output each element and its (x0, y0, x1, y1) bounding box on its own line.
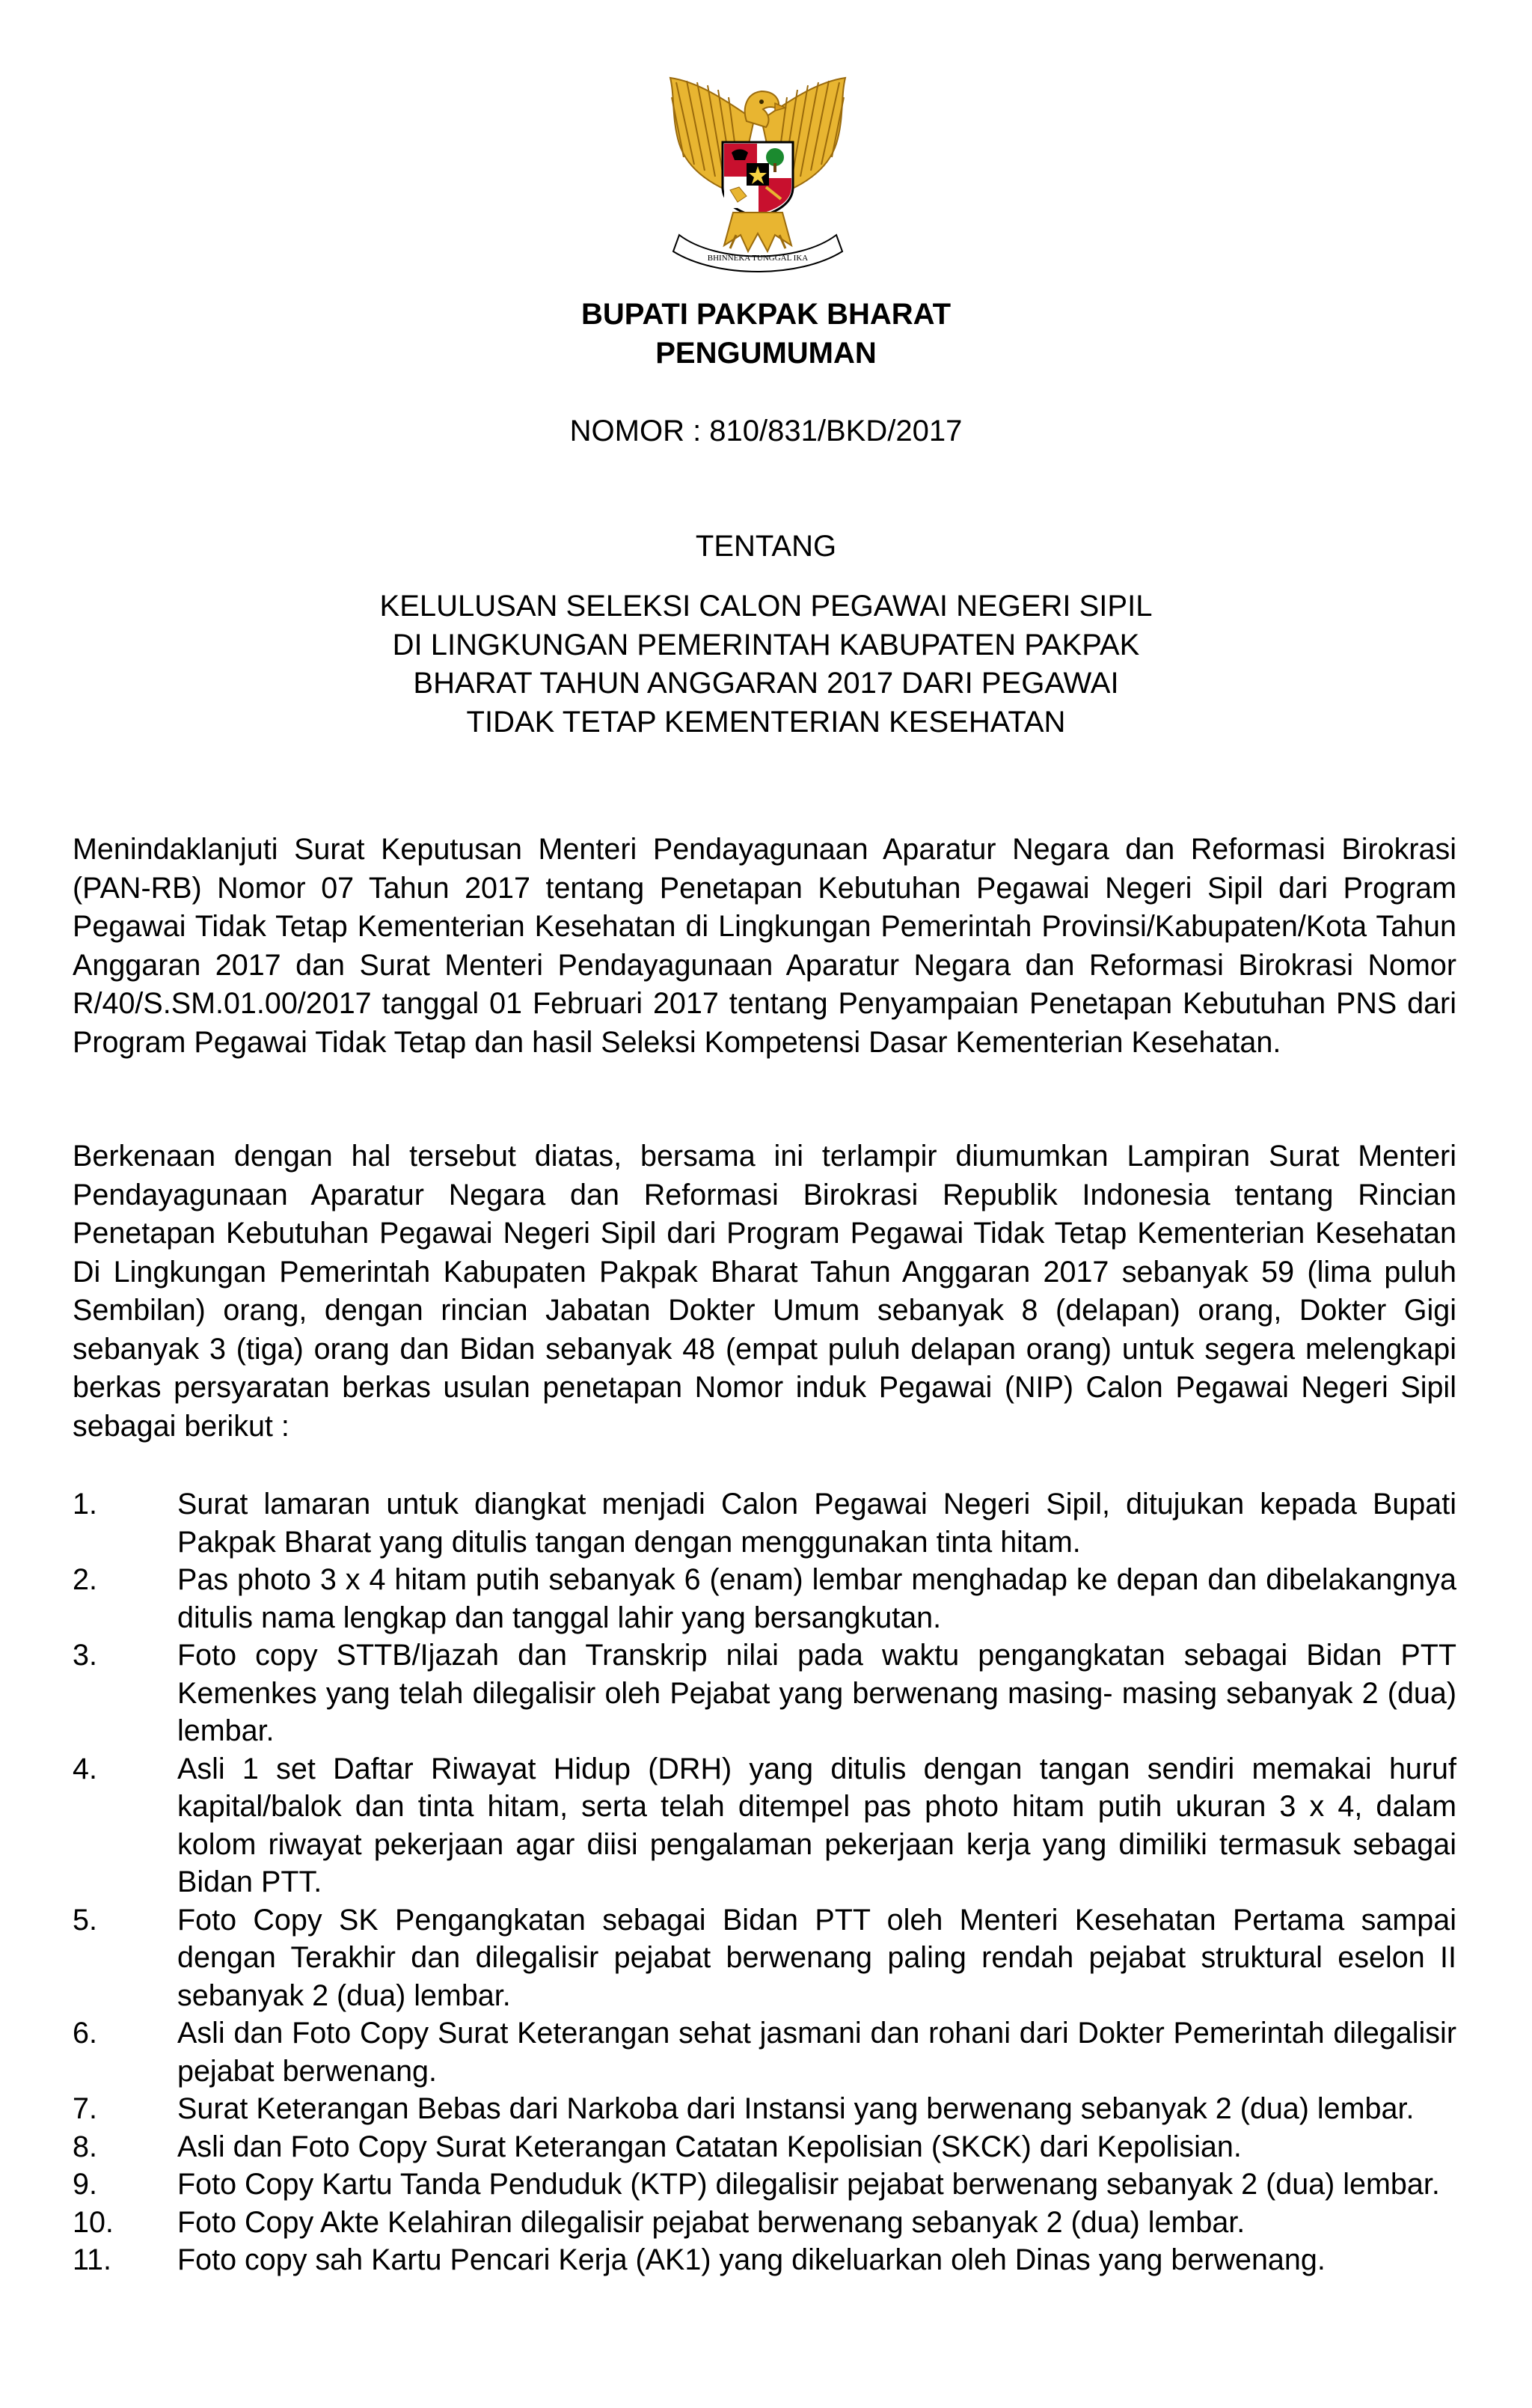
list-item (73, 1561, 1456, 1637)
list-text: Foto copy sah Kartu Pencari Kerja (AK1) yang dikeluarkan oleh Dinas yang berwenang. (177, 2243, 1326, 2276)
list-item (73, 2204, 1456, 2242)
list-number: 4. (73, 1752, 97, 1785)
subject-line: DI LINGKUNGAN PEMERINTAH KABUPATEN PAKPAK (392, 628, 1140, 661)
list-number: 3. (73, 1639, 97, 1672)
list-number: 11. (73, 2243, 111, 2276)
list-number: 9. (73, 2168, 97, 2201)
list-item (73, 1901, 1456, 2015)
list-text: Foto Copy SK Pengangkatan sebagai Bidan PTT oleh Menteri Kesehatan Pertama sampai dengan Terakhir dan dilegalisir pejabat berwenang paling rendah pejabat struktural eselon II sebanyak 2 (dua) lembar. (177, 1903, 1456, 2012)
list-text: Foto Copy Akte Kelahiran dilegalisir pejabat berwenang sebanyak 2 (dua) lembar. (177, 2205, 1245, 2239)
list-number: 6. (73, 2017, 97, 2050)
list-item (73, 2090, 1456, 2128)
list-item (73, 2166, 1456, 2204)
eagle-tail (724, 213, 791, 251)
list-item (73, 2014, 1456, 2090)
list-number: 1. (73, 1488, 97, 1521)
issuer-title: BUPATI PAKPAK BHARAT (580, 298, 952, 331)
list-item (73, 1637, 1456, 1750)
subject-line: KELULUSAN SELEKSI CALON PEGAWAI NEGERI SIPIL (379, 590, 1153, 623)
document-type: PENGUMUMAN (655, 337, 877, 370)
subject-line: BHARAT TAHUN ANGGARAN 2017 DARI PEGAWAI (413, 667, 1119, 700)
list-item (73, 2128, 1456, 2166)
list-item (73, 2241, 1456, 2279)
shield (723, 142, 793, 217)
list-text: Foto Copy Kartu Tanda Penduduk (KTP) dilegalisir pejabat berwenang sebanyak 2 (dua) lembar. (177, 2168, 1440, 2201)
about-heading: TENTANG (695, 530, 837, 563)
list-text: Foto copy STTB/Ijazah dan Transkrip nilai pada waktu pengangkatan sebagai Bidan PTT Kemenkes yang telah dilegalisir oleh Pejabat yang berwenang masing- masing sebanyak 2 (dua) lembar. (177, 1639, 1456, 1747)
subject-line: TIDAK TETAP KEMENTERIAN KESEHATAN (466, 705, 1066, 739)
intro-paragraph: Menindaklanjuti Surat Keputusan Menteri Pendayagunaan Aparatur Negara dan Reformasi Birokrasi (PAN-RB) Nomor 07 Tahun 2017 tentang Penetapan Kebutuhan Pegawai Negeri Sipil dari Program Pegawai Tidak Tetap Kementerian Kesehatan di Lingkungan Pemerintah Provinsi/Kabupaten/Kota Tahun Anggaran 2017 dan Surat Menteri Pendayagunaan Aparatur Negara dan Reformasi Birokrasi Nomor R/40/S.SM.01.00/2017 tanggal 01 Februari 2017 tentang Penyampaian Penetapan Kebutuhan PNS dari Program Pegawai Tidak Tetap dan hasil Seleksi Kompetensi Dasar Kementerian Kesehatan. (73, 833, 1456, 1059)
list-text: Asli dan Foto Copy Surat Keterangan sehat jasmani dan rohani dari Dokter Pemerintah dilegalisir pejabat berwenang. (177, 2017, 1456, 2088)
list-text: Pas photo 3 x 4 hitam putih sebanyak 6 (enam) lembar menghadap ke depan dan dibelakangnya ditulis nama lengkap dan tanggal lahir yang bersangkutan. (177, 1563, 1456, 1634)
list-number: 5. (73, 1903, 97, 1937)
list-text: Surat lamaran untuk diangkat menjadi Calon Pegawai Negeri Sipil, ditujukan kepada Bupati Pakpak Bharat yang ditulis tangan dengan menggunakan tinta hitam. (177, 1488, 1456, 1559)
announcement-paragraph: Berkenaan dengan hal tersebut diatas, bersama ini terlampir diumumkan Lampiran Surat Menteri Pendayagunaan Aparatur Negara dan Reformasi Birokrasi Republik Indonesia tentang Rincian Penetapan Kebutuhan Pegawai Negeri Sipil dari Program Pegawai Tidak Tetap Kementerian Kesehatan Di Lingkungan Pemerintah Kabupaten Pakpak Bharat Tahun Anggaran 2017 sebanyak 59 (lima puluh Sembilan) orang, dengan rincian Jabatan Dokter Umum sebanyak 8 (delapan) orang, Dokter Gigi sebanyak 3 (tiga) orang dan Bidan sebanyak 48 (empat puluh delapan orang) untuk segera melengkapi berkas persyaratan berkas usulan penetapan Nomor induk Pegawai (NIP) Calon Pegawai Negeri Sipil sebagai berikut : (73, 1140, 1456, 1443)
list-text: Asli 1 set Daftar Riwayat Hidup (DRH) yang ditulis dengan tangan sendiri memakai huruf kapital/balok dan tinta hitam, serta telah ditempel pas photo hitam putih ukuran 3 x 4, dalam kolom riwayat pekerjaan agar diisi pengalaman pekerjaan kerja yang dimiliki termasuk sebagai Bidan PTT. (177, 1752, 1456, 1898)
list-number: 8. (73, 2130, 97, 2163)
list-number: 2. (73, 1563, 97, 1596)
garuda-emblem-icon (649, 75, 866, 277)
list-number: 10. (73, 2205, 114, 2239)
document-number: NOMOR : 810/831/BKD/2017 (569, 415, 963, 447)
subject-title (0, 587, 1532, 742)
requirements-list (73, 1485, 1456, 2279)
list-text: Surat Keterangan Bebas dari Narkoba dari Instansi yang berwenang sebanyak 2 (dua) lembar. (177, 2092, 1415, 2125)
list-item (73, 1485, 1456, 1561)
list-number: 7. (73, 2092, 97, 2125)
motto-ribbon (673, 235, 842, 272)
list-item (73, 1750, 1456, 1901)
list-text: Asli dan Foto Copy Surat Keterangan Catatan Kepolisian (SKCK) dari Kepolisian. (177, 2130, 1242, 2163)
motto-text: BHINNEKA TUNGGAL IKA (707, 254, 809, 263)
